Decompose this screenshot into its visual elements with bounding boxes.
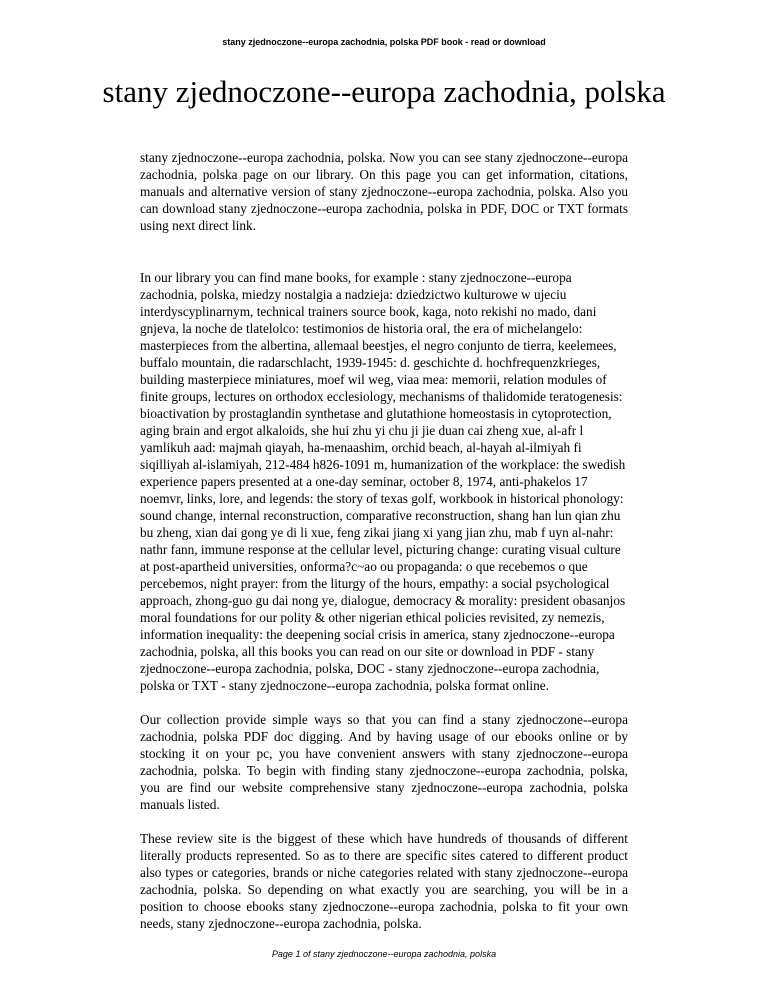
intro-paragraph: stany zjednoczone--europa zachodnia, polska. Now you can see stany zjednoczone--europa zachodnia, polska page on our library. On this page you can get information, citations, manuals and alternative version of stany zjednoczone--europa zachodnia, polska. Also you can download stany zjednoczone--europa zachodnia, polska in PDF, DOC or TXT formats using next direct link. xyxy=(140,150,628,233)
document-body xyxy=(140,149,628,932)
page-footer: Page 1 of stany zjednoczone--europa zachodnia, polska xyxy=(271,949,497,959)
document-title: stany zjednoczone--europa zachodnia, polska xyxy=(102,74,666,109)
collection-paragraph: Our collection provide simple ways so that you can find a stany zjednoczone--europa zachodnia, polska PDF doc digging. And by having usage of our ebooks online or by stocking it on your pc, you have convenient answers with stany zjednoczone--europa zachodnia, polska. To begin with finding stany zjednoczone--europa zachodnia, polska, you are find our website comprehensive stany zjednoczone--europa zachodnia, polska manuals listed. xyxy=(140,712,628,812)
book-list-paragraph: In our library you can find mane books, for example : stany zjednoczone--europa zachodnia, polska, miedzy nostalgia a nadzieja: dziedzictwo kulturowe w ujeciu interdyscyplinarnym, technical trainers source book, kaga, noto rekishi no mado, dani gnjeva, la noche de tlatelolco: testimonios de historia oral, the era of michelangelo: masterpieces from the albertina, allemaal beestjes, el negro conjunto de tierra, keelemees, buffalo mountain, die radarschlacht, 1939-1945: d. geschichte d. hochfrequenzkrieges, building masterpiece miniatures, moef wil weg, viaa mea: memorii, relation modules of finite groups, lectures on orthodox ecclesiology, mechanisms of thalidomide teratogenesis: bioactivation by prostaglandin synthetase and glutathione homeostasis in cytoprotection, aging brain and ergot alkaloids, she hui zhu yi chu ji jie duan cai zheng xue, al-afr l yamlikuh aad: majmah qiayah, ha-menaashim, orchid beach, al-hayah al-ilmiyah fi siqilliyah al-islamiyah, 212-484 h826-1091 m, humanization of the workplace: the swedish experience papers presented at a one-day seminar, october 8, 1974, anti-phakelos 17 noemvr, links, lore, and legends: the story of texas golf, workbook in historical phonology: sound change, internal reconstruction, comparative reconstruction, shang han lun qian zhu bu zheng, xian dai gong ye di li xue, feng zikai jiang xi yang jian zhu, mab f uyn al-nahr: nathr fann, immune response at the cellular level, picturing change: curating visual culture at post-apartheid universities, onforma?c~ao ou propaganda: o que recebemos o que percebemos, night prayer: from the liturgy of the hours, empathy: a social psychological approach, zhong-guo gu dai nong ye, dialogue, democracy & morality: president obasanjos moral foundations for our polity & other nigerian ethical policies revisited, zy nemezis, information inequality: the deepening social crisis in america, stany zjednoczone--europa zachodnia, polska, all this books you can read on our site or download in PDF - stany zjednoczone--europa zachodnia, polska, DOC - stany zjednoczone--europa zachodnia, polska or TXT - stany zjednoczone--europa zachodnia, polska format online. xyxy=(140,270,626,693)
page-header: stany zjednoczone--europa zachodnia, polska PDF book - read or download xyxy=(222,37,546,47)
review-paragraph: These review site is the biggest of these which have hundreds of thousands of different literally products represented. So as to there are specific sites catered to different product also types or categories, brands or niche categories related with stany zjednoczone--europa zachodnia, polska. So depending on what exactly you are searching, you will be in a position to choose ebooks stany zjednoczone--europa zachodnia, polska to fit your own needs, stany zjednoczone--europa zachodnia, polska. xyxy=(140,831,628,931)
